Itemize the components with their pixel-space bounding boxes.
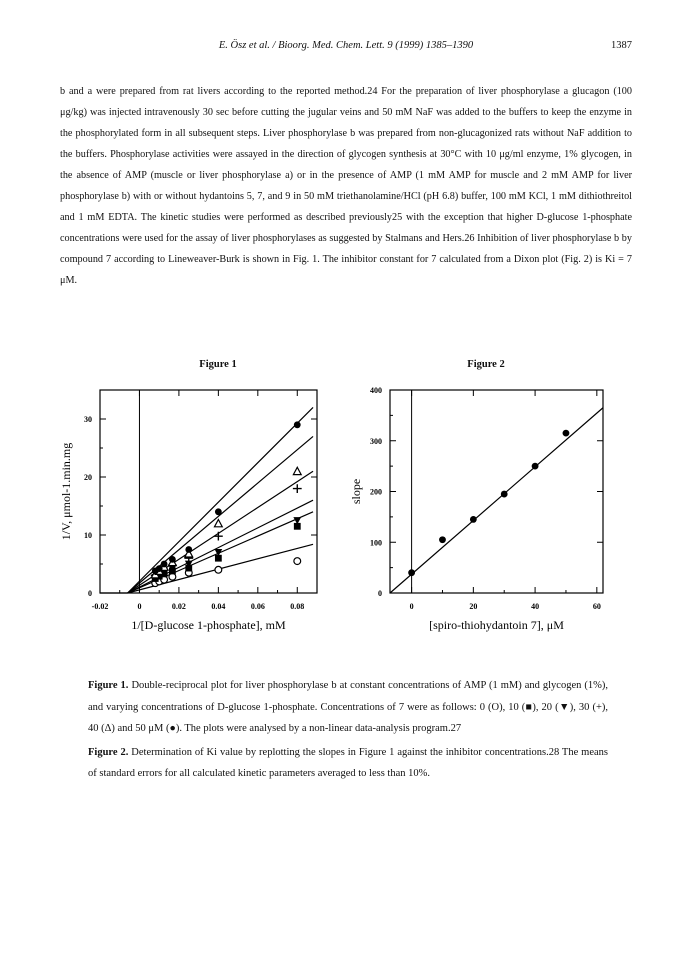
data-point [156,578,163,585]
data-point [168,558,176,565]
x-tick-label: -0.02 [91,602,109,611]
data-point [160,565,169,574]
data-point [214,549,222,556]
data-point [294,523,301,530]
x-axis-label: [spiro-thiohydantoin 7], μM [429,618,564,632]
data-point [470,516,477,523]
data-point [161,561,168,568]
data-point [155,572,163,579]
data-point [532,463,539,470]
data-point [161,570,168,577]
data-point [160,569,168,576]
data-point [168,561,177,570]
data-point [185,550,193,557]
figure1-caption-label: Figure 1. [88,680,129,691]
y-axis-label: slope [349,478,363,505]
data-point [214,520,222,527]
data-point [294,421,301,428]
data-point [185,561,193,568]
fit-line [128,512,313,593]
y-tick-label: 0 [378,589,382,598]
x-tick-label: 0.06 [250,602,265,611]
data-point [168,565,176,572]
data-point [439,536,446,543]
data-point [169,573,176,580]
data-point [408,569,415,576]
data-point [293,517,301,524]
body-paragraph [60,81,632,291]
x-tick-label: 0.04 [211,602,226,611]
y-tick-label: 300 [370,436,382,446]
data-point [294,558,301,565]
figure2-caption-label: Figure 2. [88,746,129,758]
data-point [160,563,168,570]
data-point [151,571,159,578]
data-point [293,467,301,474]
x-tick-label: 0.08 [290,602,305,611]
data-point [161,576,168,583]
data-point [152,580,159,587]
data-point [156,573,163,580]
data-point [152,575,159,582]
plot-frame [390,390,603,593]
x-axis-label: 1/[D-glucose 1-phosphate], mM [131,618,286,632]
data-point [169,568,176,575]
data-point [185,569,192,576]
y-tick-label: 400 [370,386,382,395]
fit-line [128,436,313,593]
figure1-caption [88,675,608,740]
data-point [185,546,192,553]
data-point [215,555,222,562]
y-tick-label: 10 [84,531,92,540]
y-tick-label: 30 [84,415,92,424]
data-point [184,554,193,563]
data-point [155,568,164,577]
fit-line [128,500,313,593]
data-point [185,565,192,572]
x-tick-label: 0.02 [171,602,186,611]
page-number: 1387 [611,40,632,51]
figure1-title: Figure 1 [199,359,237,370]
x-tick-label: 20 [469,602,478,611]
fit-line [128,471,313,593]
x-tick-label: 0 [409,602,414,611]
plot-frame [100,390,317,593]
data-point [152,568,159,575]
data-point [214,532,223,541]
figure2-caption [88,742,608,785]
x-tick-label: 60 [592,602,601,611]
paragraph-text: b and a were prepared from rat livers according to the reported method.24 For the preparation of liver phosphorylase a glucagon (100 μg/kg) was injected intravenously 30 sec before cutting the jugular veins and 50 mM NaF was added to the buffers to keep the enzyme in the phosphorylated form in all subsequent steps. Liver phosphorylase b was prepared from non-glucagonized rats without NaF addition to the buffers. Phosphorylase activities were assayed in the direction of glycogen synthesis at 30°C with 10 μg/ml enzyme, 1% glycogen, in the absence of AMP (muscle or liver phosphorylase a) or in the presence of AMP (1 mM AMP for muscle and 2 mM AMP for liver phosphorylase b) with or without hydantoins 5, 7, and 9 in 50 mM triethanolamine/HCl (pH 6.8) buffer, 100 mM KCl, 1 mM dithiothreitol and 1 mM EDTA. The kinetic studies were performed as described previously25 with the exception that higher D-glucose 1-phosphate concentrations were used for the assay of liver phosphorylases as suggested by Stalmans and Hers.26 Inhibition of liver phosphorylase b by compound 7 according to Lineweaver-Burk is shown in Fig. 1. The inhibitor constant for 7 calculated from a Dixon plot (Fig. 2) is Ki = 7 μM. [60,86,632,286]
fit-line [390,408,603,593]
y-axis-label: 1/V, μmol-1.min.mg [59,442,73,541]
y-tick-label: 100 [370,538,382,548]
running-head: E. Ösz et al. / Bioorg. Med. Chem. Lett. 9 (1999) 1385–1390 [218,40,474,51]
data-point [293,484,302,493]
figure1-caption-text: Double-reciprocal plot for liver phosphorylase b at constant concentrations of AMP (1 mM) and glycogen (1%), and varying concentrations of D-glucose 1-phosphate. Concentrations of 7 were as follows: 0 (O), 10 (■), 20 (▼), 30 (+), 40 (Δ) and 50 μM (●). The plots were analysed by a non-linear data-analysis program.27 [88,680,608,734]
figure2-title: Figure 2 [467,359,505,370]
data-point [151,574,159,581]
data-point [215,508,222,515]
data-point [156,565,163,572]
data-point [151,571,160,580]
fit-line [128,407,313,593]
fit-line [128,544,313,593]
x-tick-label: 0 [137,602,142,611]
y-tick-label: 0 [88,589,92,598]
figure2-caption-text: Determination of Ki value by replotting the slopes in Figure 1 against the inhibitor concentrations.28 The means of standard errors for all calculated kinetic parameters averaged to less than 10%. [88,746,608,779]
data-point [169,556,176,563]
data-point [501,491,508,498]
data-point [563,430,570,437]
y-tick-label: 20 [84,473,92,482]
y-tick-label: 200 [370,487,382,497]
data-point [215,566,222,573]
x-tick-label: 40 [531,602,540,611]
data-point [155,567,163,574]
figure-captions [88,675,608,787]
